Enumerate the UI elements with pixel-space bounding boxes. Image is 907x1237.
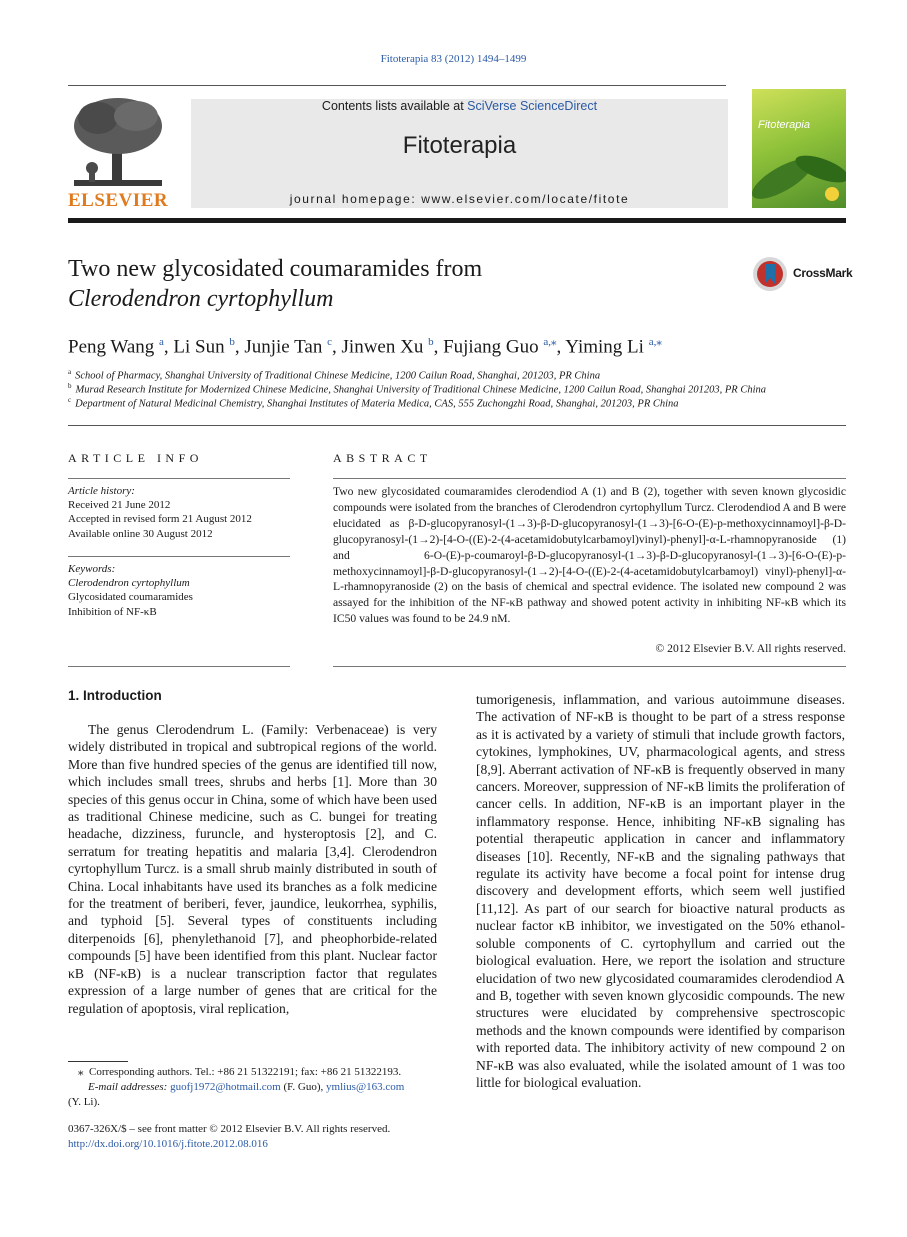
abstract-text: Two new glycosidated coumaramides clerodendiod A (1) and B (2), together with seven known glycosidic compounds were isolated from the branches of Clerodendron cyrtophyllum Turcz. Clerodendiod A and B were elucidated as β-D-glucopyranosyl-(1→3)-β-D-glucopyranosyl-(1→3)-[6-O-(E)-p-methoxycinnamoyl]-β-D-glucopyranosyl-(1→2)-[4-O-((E)-2-(4-acetamidobutylcarbamoyl)vinyl)-phenyl]-α-L-rhamnopyranoside (1) and 6-O-(E)-p-coumaroyl-β-D-glucopyranosyl-(1→3)-β-D-glucopyranosyl-(1→3)-[6-O-(E)-p-methoxycinnamoyl]-β-D-glucopyranosyl-(1→2)-[4-O-((E)-2-(4-acetamidobutylcarbamoyl) vinyl)-phenyl]-α-L-rhamnopyranoside (2) on the basis of chemical and spectral evidence. The isolated new compound 2 was assayed for the inhibition of the NF-κB pathway and showed potent activity in inhibiting NF-κB which its IC50 values was found to be 24.9 nM. [333, 485, 846, 626]
affiliation [68, 368, 600, 382]
history-label: Article history: [68, 485, 135, 497]
article-info-rule [68, 666, 290, 667]
crossmark-label[interactable]: CrossMark [793, 266, 853, 280]
footnote-star-icon: ⁎ [78, 1066, 89, 1078]
article-info-heading: ARTICLE INFO [68, 451, 203, 465]
crossmark-icon[interactable] [752, 256, 788, 292]
author-affiliation-mark[interactable]: c [327, 336, 333, 348]
intro-paragraph-continued: tumorigenesis, inflammation, and various autoimmune diseases. The activation of NF-κB is thought to be part of a stress response as it is activated by a variety of stimuli that include growth factors, cytokines, lymphokines, UV, pharmacological agents, and stress [8,9]. Aberrant activation of NF-κB is frequently observed in many cancers. Moreover, suppression of NF-κB limits the proliferation of cancer cells. In addition, NF-κB is an important player in the inflammatory response. Hence, inhibiting NF-κB signaling has potential therapeutic application in cancer and inflammatory diseases [10]. Recently, NF-κB and the signaling pathways that regulate its activity have become a focal point for intense drug discovery and development efforts, which seem well justified [11,12]. As part of our search for bioactive natural products as nuclear factor κB inhibitor, we investigated on the 50% ethanol-soluble components of C. cyrtophyllum and carried out the biological evaluation. Here, we report the isolation and structure elucidation of two new glycosidated coumaramides clerodendiod A and B, together with seven known glycosidic compounds. The new structures were elucidated by comprehensive spectroscopic methods and the known compounds were identified by comparison with reported data. The inhibitory activity of new compound 2 on NF-κB was also evaluated, while the isolated amount of 1 was too little for biological evaluation. [476, 692, 845, 1090]
affiliation-text: Department of Natural Medicinal Chemistry, Shanghai Institutes of Materia Medica, CAS, 555 Zuchongzhi Road, Shanghai, 201203, PR China [75, 398, 679, 410]
email-owner: (Y. Li). [68, 1096, 100, 1108]
article-info-rule [68, 556, 290, 557]
author-name: Yiming Li [565, 336, 644, 358]
author-affiliation-mark[interactable]: a,⁎ [648, 336, 662, 348]
author-name: Li Sun [173, 336, 225, 358]
cover-title: Fitoterapia [758, 119, 810, 131]
section-heading: 1. Introduction [68, 688, 162, 703]
email-label: E-mail addresses: [88, 1081, 168, 1093]
abstract-copyright: © 2012 Elsevier B.V. All rights reserved. [655, 642, 846, 655]
author-name: Fujiang Guo [443, 336, 539, 358]
author-affiliation-mark[interactable]: b [428, 336, 434, 348]
article-info-rule [68, 478, 290, 479]
contents-line [191, 99, 728, 113]
journal-name: Fitoterapia [402, 132, 517, 159]
email-link[interactable]: guofj1972@hotmail.com [170, 1081, 281, 1093]
journal-citation[interactable]: Fitoterapia 83 (2012) 1494–1499 [380, 53, 527, 65]
affiliation-mark: a [68, 368, 72, 376]
journal-masthead [191, 99, 728, 208]
doi-link[interactable]: http://dx.doi.org/10.1016/j.fitote.2012.08.016 [68, 1138, 268, 1150]
article-history [68, 484, 290, 541]
article-title-species: Clerodendron cyrtophyllum [68, 286, 334, 312]
author-name: Jinwen Xu [341, 336, 424, 358]
keyword: Inhibition of NF-κB [68, 605, 157, 618]
leaf-icon [752, 139, 846, 208]
journal-homepage[interactable]: journal homepage: www.elsevier.com/locate/fitote [289, 192, 630, 206]
affiliation-text: School of Pharmacy, Shanghai University of Traditional Chinese Medicine, 1200 Cailun Road, Shanghai, 201203, PR China [75, 370, 601, 382]
journal-cover [752, 89, 846, 208]
online-date: Available online 30 August 2012 [68, 527, 213, 540]
accepted-date: Accepted in revised form 21 August 2012 [68, 513, 252, 526]
affiliation-mark: c [68, 396, 72, 404]
author-name: Peng Wang [68, 336, 155, 358]
article-title: Two new glycosidated coumaramides from [68, 256, 483, 282]
affiliation-text: Murad Research Institute for Modernized Chinese Medicine, Shanghai University of Traditional Chinese Medicine, 1200 Cailun Road, Shanghai 201203, PR China [75, 384, 766, 396]
email-owner: (F. Guo), [283, 1081, 324, 1093]
contents-prefix: Contents lists available at [321, 99, 468, 113]
affiliation-mark: b [68, 382, 72, 390]
author-affiliation-mark[interactable]: a,⁎ [543, 336, 557, 348]
affiliation [68, 396, 679, 410]
author-list: Peng Wang $^a$, Li Sun $^b$, Junjie Tan $^c$, Jinwen Xu $^b$, Fujiang Guo $^{a,⁎}$, Yiming Li $^{a,⁎}$ [68, 336, 662, 358]
header-rule [68, 85, 726, 86]
intro-paragraph: The genus Clerodendrum L. (Family: Verbenaceae) is very widely distributed in tropical and subtropical regions of the world. More than five hundred species of the genus are identified till now, which includes small trees, shrubs and herbs [1]. More than 30 species of this genus occur in China, some of which have been used as traditional Chinese medicine, such as C. bungei for treating headache, dizziness, furuncle, and hysteroptosis [2], and C. serratum for treating hepatitis and malaria [3,4]. Clerodendron cyrtophyllum Turcz. is a small shrub mainly distributed in south of China. Local inhabitants have used its branches as a folk medicine for the treatment of beriberi, fever, jaundice, leukorrhea, syphilis, and typhoid [5]. Several types of constituents including diterpenoids [6], phenylethanoid [7], and pheophorbide-related compounds [5] have been identified from this plant. Nuclear factor κB (NF-κB) is a nuclear transcription factor that regulates expression of a large number of genes that are critical for the regulation of apoptosis, viral replication, [68, 722, 437, 1016]
author-name: Junjie Tan [244, 336, 323, 358]
section-rule [68, 425, 846, 426]
keyword: Clerodendron cyrtophyllum [68, 577, 190, 590]
author-affiliation-mark[interactable]: b [229, 336, 235, 348]
corresponding-text: Corresponding authors. Tel.: +86 21 51322191; fax: +86 21 51322193. [89, 1066, 402, 1078]
front-matter [68, 1122, 437, 1152]
abstract-rule [333, 478, 846, 479]
keywords-label: Keywords: [68, 563, 116, 575]
masthead-rule [68, 218, 846, 223]
footnote-rule [68, 1061, 128, 1062]
keyword: Glycosidated coumaramides [68, 591, 193, 604]
issn-line: 0367-326X/$ – see front matter © 2012 Elsevier B.V. All rights reserved. [68, 1123, 391, 1135]
abstract-rule [333, 666, 846, 667]
abstract-heading: ABSTRACT [333, 451, 432, 465]
corresponding-footnote [68, 1065, 437, 1110]
author-affiliation-mark[interactable]: a [159, 336, 164, 348]
email-link[interactable]: ymlius@163.com [326, 1081, 405, 1093]
affiliation [68, 382, 766, 396]
publisher-logo: ELSEVIER [68, 190, 169, 211]
received-date: Received 21 June 2012 [68, 499, 171, 512]
sciencedirect-link[interactable]: SciVerse ScienceDirect [467, 99, 598, 113]
keywords [68, 562, 290, 619]
